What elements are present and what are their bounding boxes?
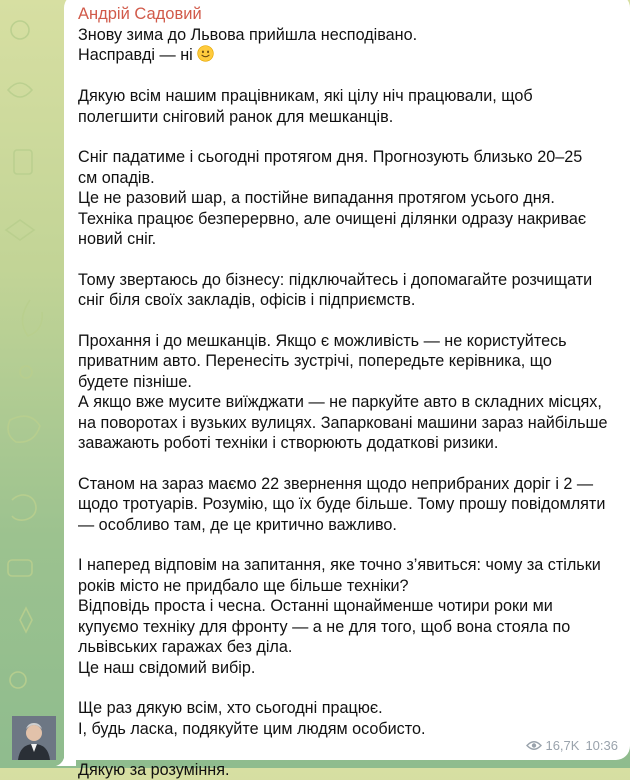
- message-line: років місто не придбало ще більше техніки?: [78, 576, 409, 595]
- message-line: заважають роботі техніки і створюють додаткові ризики.: [78, 434, 499, 453]
- message-line: Ще раз дякую всім, хто сьогодні працює.: [78, 699, 383, 718]
- sender-name[interactable]: Андрій Садовий: [78, 5, 202, 23]
- message-paragraph: [78, 760, 618, 780]
- message-paragraph: [78, 270, 618, 311]
- message-paragraph: [78, 86, 618, 127]
- sender-avatar[interactable]: [12, 716, 56, 760]
- message-line: Відповідь проста і чесна. Останні щонайменше чотири роки ми: [78, 597, 553, 616]
- message-line: Прохання і до мешканців. Якщо є можливість — не користуйтесь: [78, 332, 567, 351]
- message-line: Станом на зараз маємо 22 звернення щодо неприбраних доріг і 2 —: [78, 474, 594, 493]
- message-line: Це не разовий шар, а постійне випадання протягом усього дня.: [78, 189, 555, 208]
- message-line: на поворотах і вузьких вулицях. Запарковані машини зараз найбільше: [78, 413, 608, 432]
- message-line: Насправді — ні: [78, 45, 618, 65]
- message-line: Це наш свідомий вибір.: [78, 658, 256, 677]
- message-line: будете пізніше.: [78, 372, 192, 391]
- message-paragraph: [78, 698, 618, 739]
- message-paragraph: [78, 147, 618, 249]
- message-line: новий сніг.: [78, 230, 157, 249]
- message-line: Сніг падатиме і сьогодні протягом дня. Прогнозують близько 20–25: [78, 148, 583, 167]
- message-line: купуємо техніку для фронту — а не для того, щоб вона стояла по: [78, 617, 571, 636]
- message-line: сніг біля своїх закладів, офісів і підприємств.: [78, 291, 416, 310]
- message-line: А якщо вже мусите виїжджати — не паркуйте авто в складних місцях,: [78, 393, 602, 412]
- message-line: приватним авто. Перенесіть зустрічі, попередьте керівника, що: [78, 352, 552, 371]
- message-text: [78, 25, 618, 780]
- message-line: Дякую за розуміння.: [78, 760, 230, 779]
- message-line: І, будь ласка, подякуйте цим людям особисто.: [78, 719, 426, 738]
- eye-icon: [526, 740, 542, 751]
- message-line: Знову зима до Львова прийшла несподівано.: [78, 26, 418, 44]
- message-line: Дякую всім нашим працівникам, які цілу ніч працювали, щоб: [78, 87, 533, 106]
- message-line: щодо тротуарів. Розумію, що їх буде більше. Тому прошу повідомляти: [78, 495, 606, 514]
- slightly-smiling-face-emoji-icon: [197, 45, 214, 62]
- message-paragraph: [78, 474, 618, 535]
- message-paragraph: [78, 25, 618, 66]
- message-line: І наперед відповім на запитання, яке точно з’явиться: чому за стільки: [78, 556, 601, 575]
- avatar-photo: [12, 716, 56, 760]
- message-paragraph: [78, 555, 618, 677]
- message-line: см опадів.: [78, 168, 155, 187]
- message-paragraph: [78, 331, 618, 453]
- message-bubble-tail: [56, 748, 76, 766]
- message-line: полегшити сніговий ранок для мешканців.: [78, 107, 394, 126]
- message-line: Тому звертаюсь до бізнесу: підключайтесь і допомагайте розчищати: [78, 270, 593, 289]
- message-line: Техніка працює безперервно, але очищені ділянки одразу накриває: [78, 209, 587, 228]
- view-count: 16,7K: [545, 738, 580, 753]
- message-meta: [526, 738, 618, 753]
- message-line: — особливо там, де це критично важливо.: [78, 515, 397, 534]
- message-time: 10:36: [585, 738, 618, 753]
- message-line: львівських гаражах без діла.: [78, 638, 293, 657]
